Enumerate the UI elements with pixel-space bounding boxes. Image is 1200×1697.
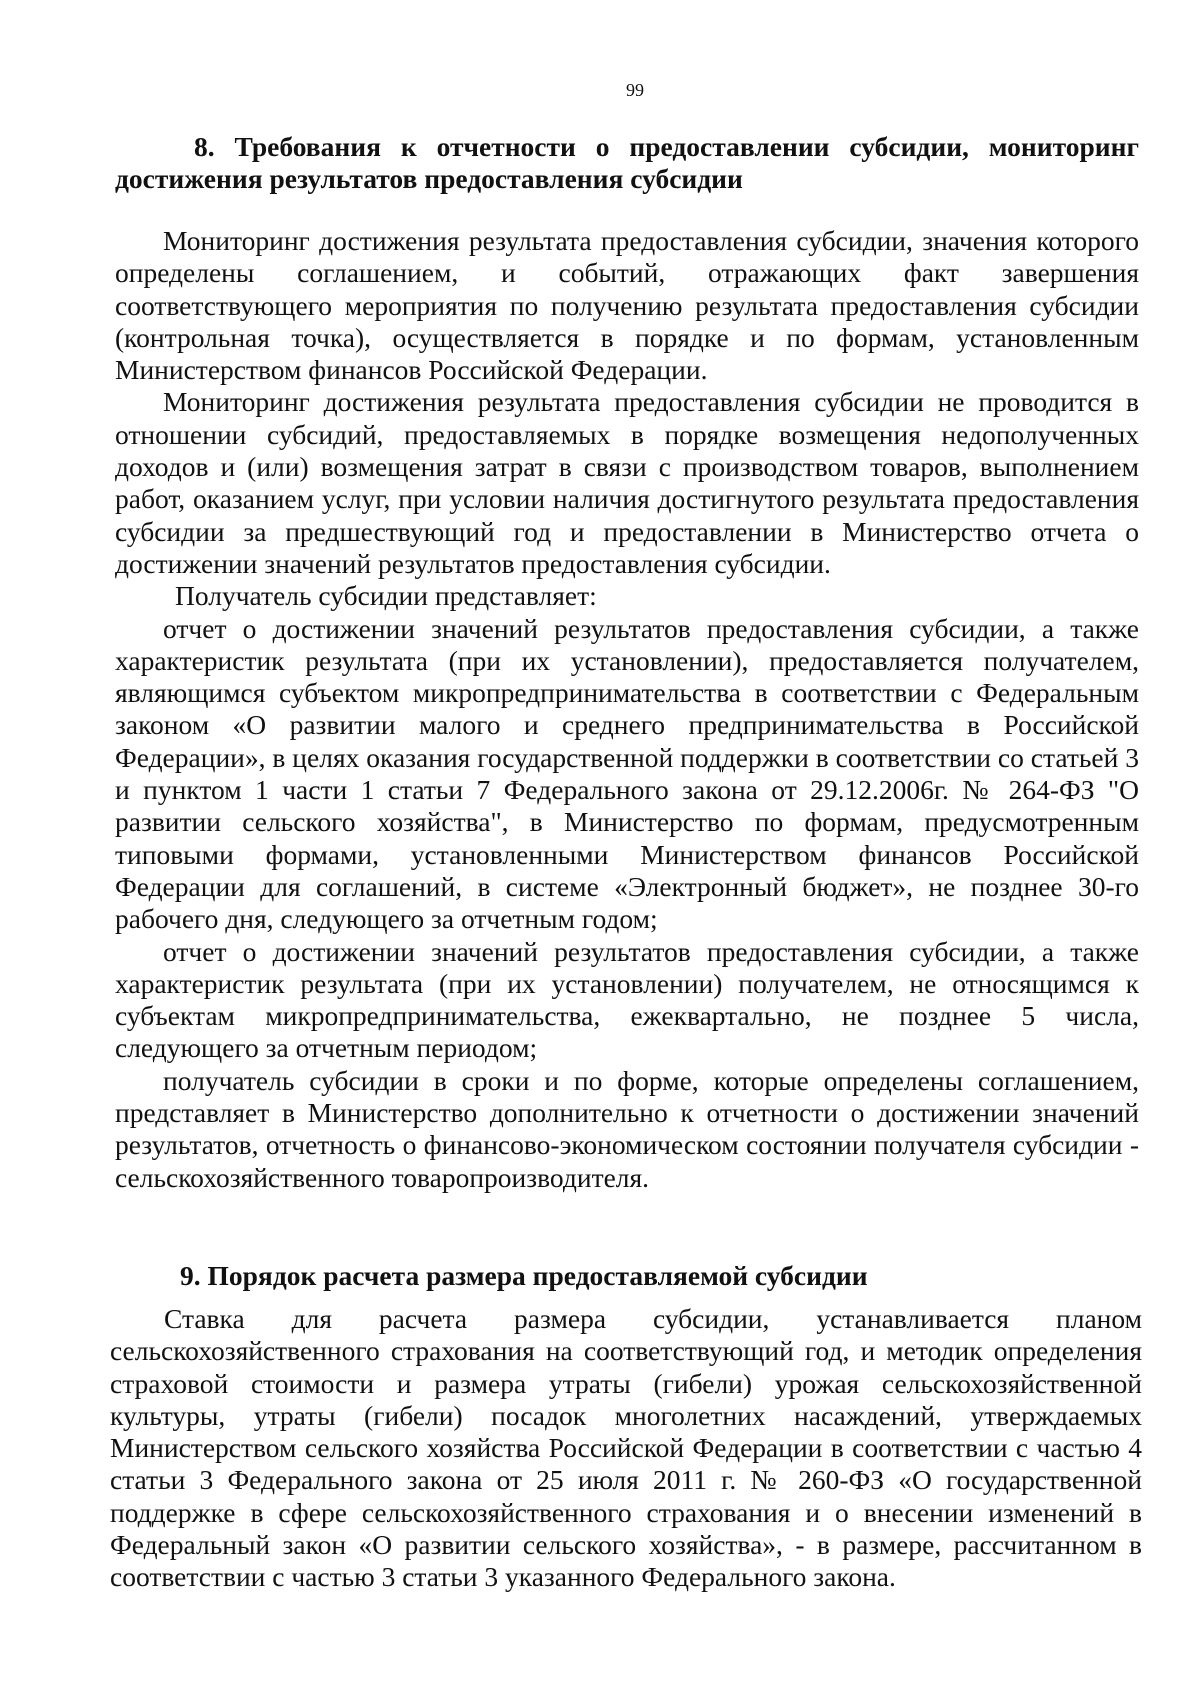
section-8-paragraph: Мониторинг достижения результата предоставления субсидии не проводится в отношении субсидий, предоставляемых в порядке возмещения недополученных доходов и (или) возмещения затрат в связи с производством товаров, выполнением работ, оказанием услуг, при условии наличия достигнутого результата предоставления субсидии за предшествующий год и предоставлении в Министерство отчета о достижении значений результатов предоставления субсидии. [115, 386, 1139, 579]
section-8-paragraph: получатель субсидии в сроки и по форме, которые определены соглашением, представляет в Министерство дополнительно к отчетности о достижении значений результатов, отчетность о финансово-экономическом состоянии получателя субсидии - сельскохозяйственного товаропроизводителя. [115, 1064, 1139, 1193]
section-8-heading: 8. Требования к отчетности о предоставлении субсидии, мониторинг достижения результатов предоставления субсидии [115, 131, 1139, 195]
section-8-paragraph: отчет о достижении значений результатов предоставления субсидии, а также характеристик результата (при их установлении) получателем, не относящимся к субъектам микропредпринимательства, ежеквартально, не позднее 5 числа, следующего за отчетным периодом; [115, 935, 1139, 1064]
section-8-paragraph: Мониторинг достижения результата предоставления субсидии, значения которого определены соглашением, и событий, отражающих факт завершения соответствующего мероприятия по получению результата предоставления субсидии (контрольная точка), осуществляется в порядке и по формам, установленным Министерством финансов Российской Федерации. [115, 225, 1139, 386]
section-9-heading: 9. Порядок расчета размера предоставляемой субсидии [180, 1259, 868, 1291]
section-9-body [110, 1303, 1142, 1594]
section-8-paragraph: Получатель субсидии представляет: [175, 580, 597, 612]
section-9-paragraph: Ставка для расчета размера субсидии, устанавливается планом сельскохозяйственного страхования на соответствующий год, и методик определения страховой стоимости и размера утраты (гибели) урожая сельскохозяйственной культуры, утраты (гибели) посадок многолетних насаждений, утверждаемых Министерством сельского хозяйства Российской Федерации в соответствии с частью 4 статьи 3 Федерального закона от 25 июля 2011 г. № 260-ФЗ «О государственной поддержке в сфере сельскохозяйственного страхования и о внесении изменений в Федеральный закон «О развитии сельского хозяйства», - в размере, рассчитанном в соответствии с частью 3 статьи 3 указанного Федерального закона. [110, 1303, 1142, 1593]
section-8-paragraph: отчет о достижении значений результатов предоставления субсидии, а также характеристик результата (при их установлении), предоставляется получателем, являющимся субъектом микропредпринимательства в соответствии с Федеральным законом «О развитии малого и среднего предпринимательства в Российской Федерации», в целях оказания государственной поддержки в соответствии со статьей 3 и пунктом 1 части 1 статьи 7 Федерального закона от 29.12.2006г. № 264-ФЗ "О развитии сельского хозяйства", в Министерство по формам, предусмотренным типовыми формами, установленными Министерством финансов Российской Федерации для соглашений, в системе «Электронный бюджет», не позднее 30-го рабочего дня, следующего за отчетным годом; [115, 612, 1139, 935]
page-number: 99 [626, 80, 644, 100]
section-8-body [115, 225, 1139, 1194]
